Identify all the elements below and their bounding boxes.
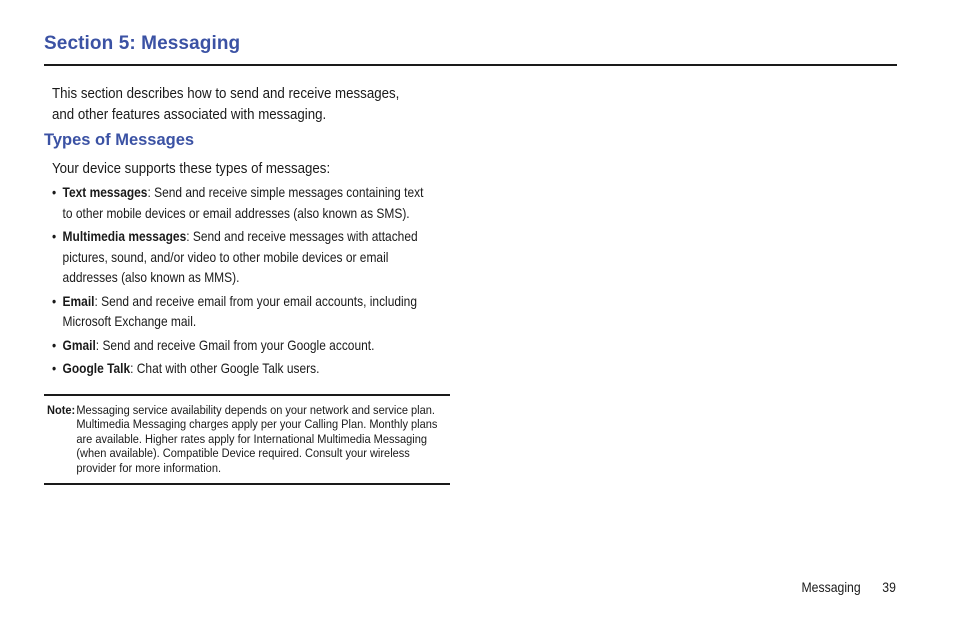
note-box <box>47 403 448 475</box>
bullet-term: Text messages <box>62 185 148 200</box>
bullet-term: Multimedia messages <box>62 229 187 244</box>
bullet-icon: • <box>52 293 57 309</box>
bullet-icon: • <box>52 229 57 244</box>
bullet-term: Google Talk <box>62 361 131 376</box>
page-number: 39 <box>882 580 896 595</box>
supports-paragraph: Your device supports these types of messages: <box>52 161 331 177</box>
note-top-divider <box>44 394 450 396</box>
list-item-email <box>52 292 426 333</box>
note-text: Messaging service availability depends on your network and service plan. Multimedia Messaging charges apply per your Calling Plan. Monthly plans are available. Higher rates apply for International Multimedia Messaging (when available). Compatible Device required. Consult your wireless provider for more information. <box>76 403 438 475</box>
bullet-term: Gmail <box>62 337 96 353</box>
note-bottom-divider <box>44 483 450 485</box>
bullet-text: : Chat with other Google Talk users. <box>130 361 320 376</box>
section-title: Section 5: Messaging <box>44 33 241 54</box>
page-footer <box>802 580 896 595</box>
bullet-text: : Send and receive email from your email accounts, including Microsoft Exchange mail. <box>62 293 417 329</box>
bullet-icon: • <box>52 185 57 200</box>
list-item-gmail <box>52 336 426 357</box>
types-of-messages-heading: Types of Messages <box>44 131 195 149</box>
bullet-icon: • <box>52 361 57 376</box>
bullet-icon: • <box>52 337 57 353</box>
footer-section-name: Messaging <box>801 580 861 595</box>
message-types-list <box>52 183 426 383</box>
list-item-text-messages <box>52 183 426 224</box>
list-item-multimedia-messages <box>52 227 426 289</box>
title-divider <box>44 64 897 66</box>
bullet-text: : Send and receive simple messages containing text to other mobile devices or email addresses (also known as SMS). <box>62 185 424 221</box>
bullet-text: : Send and receive messages with attached pictures, sound, and/or video to other mobile devices or email addresses (also known as MMS). <box>62 229 418 285</box>
list-item-google-talk <box>52 359 426 380</box>
intro-paragraph: This section describes how to send and receive messages, and other features associated with messaging. <box>52 86 400 123</box>
bullet-text: : Send and receive Gmail from your Google account. <box>95 337 375 353</box>
note-label: Note: <box>47 403 76 417</box>
bullet-term: Email <box>62 293 95 309</box>
